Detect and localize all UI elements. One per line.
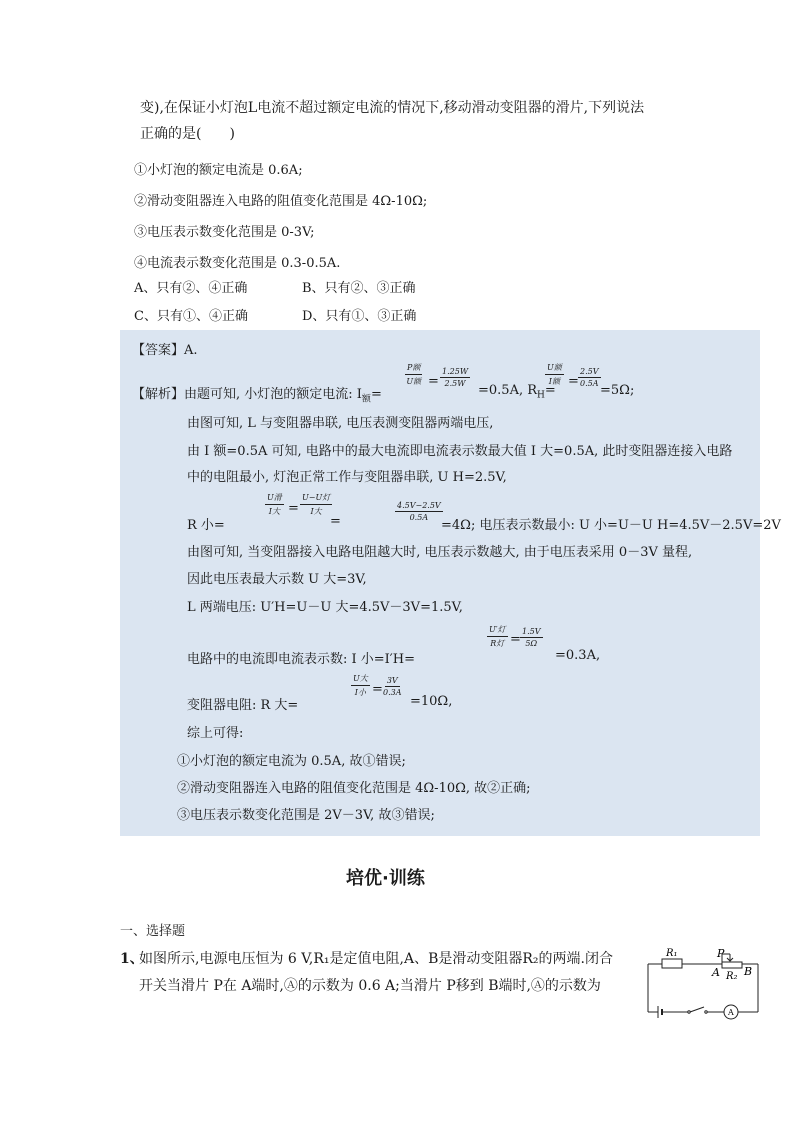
subscript-rated: 额 <box>361 394 371 405</box>
q1-line-2: 开关当滑片 P在 A端时,Ⓐ的示数为 0.6 A;当滑片 P移到 B端时,Ⓐ的示数为 <box>139 978 601 994</box>
option-d: D、只有①、③正确 <box>302 309 417 324</box>
rheostat-r2 <box>722 962 742 968</box>
summary-label: 综上可得: <box>187 726 244 741</box>
fraction-numerator: U滑 <box>265 492 284 505</box>
fraction-denominator: 0.3A <box>383 688 402 697</box>
switch-pivot <box>688 1011 690 1013</box>
fraction-resistance-values <box>578 367 601 388</box>
fraction-numerator: U大 <box>351 673 370 686</box>
switch-contact <box>705 1011 707 1013</box>
analysis-line-7: 因此电压表最大示数 U 大=3V, <box>187 572 367 587</box>
fraction-numerator: P额 <box>405 362 422 375</box>
fraction-denominator: I大 <box>268 507 280 516</box>
fraction-denominator: 5Ω <box>525 639 538 648</box>
fraction-denominator: I小 <box>354 688 366 697</box>
r-max-result: =10Ω, <box>410 694 453 709</box>
option-a: A、只有②、④正确 <box>134 281 248 296</box>
circuit-diagram <box>642 942 774 1030</box>
fraction-denominator: I额 <box>548 377 560 386</box>
fraction-numerator: U额 <box>545 362 564 375</box>
ammeter-label: A <box>728 1008 734 1017</box>
question-line-2: 正确的是( ) <box>140 126 235 142</box>
equals-sign: = <box>330 514 341 529</box>
fraction-numerator: 1.25W <box>442 367 469 376</box>
fraction-u-max-over-i <box>351 673 370 698</box>
section-title: 培优·训练 <box>346 868 425 889</box>
result-resistance: =5Ω; <box>600 383 635 398</box>
q1-line-1: 如图所示,电源电压恒为 6 V,R₁是定值电阻,A、B是滑动变阻器R₂的两端.闭合 <box>139 951 613 967</box>
equals-sign: = <box>510 632 521 647</box>
fraction-numerator: 3V <box>386 676 398 685</box>
label-b: B <box>744 965 753 978</box>
option-c: C、只有①、④正确 <box>134 309 248 324</box>
summary-3: ③电压表示数变化范围是 2V－3V, 故③错误; <box>177 808 435 823</box>
current-result: =0.3A, <box>555 648 601 663</box>
analysis-line-8: L 两端电压: U′H=U－U 大=4.5V－3V=1.5V, <box>187 600 463 615</box>
summary-2: ②滑动变阻器连入电路的阻值变化范围是 4Ω-10Ω, 故②正确; <box>177 781 531 796</box>
question-number: 1、 <box>120 951 144 967</box>
fraction-numerator: 4.5V−2.5V <box>397 501 441 510</box>
fraction-denominator: I大 <box>310 507 322 516</box>
result-text: =0.5A, R <box>478 383 538 398</box>
equals-sign: = <box>428 374 439 389</box>
fraction-u-lamp-over-r <box>487 624 508 649</box>
fraction-u-over-i <box>545 362 564 387</box>
analysis-label: 【解析】由题可知, 小灯泡的额定电流: I <box>132 387 362 402</box>
option-b: B、只有②、③正确 <box>302 281 416 296</box>
question-line-1: 变),在保证小灯泡L电流不超过额定电流的情况下,移动滑动变阻器的滑片,下列说法 <box>140 100 645 116</box>
fraction-denominator: 0.5A <box>409 513 429 522</box>
equals-sign: = <box>568 374 579 389</box>
fraction-current-values <box>520 627 543 648</box>
label-a: A <box>712 966 720 979</box>
analysis-line-6: 由图可知, 当变阻器接入电路电阻越大时, 电压表示数越大, 由于电压表采用 0－3V 量程, <box>187 545 693 560</box>
statement-1: ①小灯泡的额定电流是 0.6A; <box>134 163 303 178</box>
label-r1: R₁ <box>666 948 678 959</box>
analysis-line-2: 由图可知, L 与变阻器串联, 电压表测变阻器两端电压, <box>187 416 494 431</box>
analysis-intro: 【解析】由题可知, 小灯泡的额定电流: $I_额=$ <box>132 387 382 405</box>
analysis-line-4: 中的电阻最小, 灯泡正常工作与变阻器串联, U H=2.5V, <box>187 470 507 485</box>
statement-4: ④电流表示数变化范围是 0.3-0.5A. <box>134 256 341 271</box>
analysis-line-5: =4Ω; 电压表示数最小: U 小=U－U H=4.5V－2.5V=2V <box>441 518 781 533</box>
resistor-r1 <box>662 959 682 968</box>
equals-sign: = <box>372 682 383 697</box>
fraction-power-values <box>440 367 470 388</box>
fraction-resistance-max-values <box>383 676 402 697</box>
r-min-label: R 小= <box>187 518 225 533</box>
subscript-lamp: H <box>537 390 545 401</box>
equals-sign: = <box>288 501 299 516</box>
fraction-voltage-values <box>395 501 443 522</box>
fraction-denominator: 2.5W <box>444 379 466 388</box>
fraction-denominator: 0.5A <box>580 379 599 388</box>
fraction-numerator: 2.5V <box>580 367 599 376</box>
analysis-line-3: 由 I 额=0.5A 可知, 电路中的最大电流即电流表示数最大值 I 大=0.5A, 此时变阻器连接入电路 <box>187 444 733 459</box>
statement-3: ③电压表示数变化范围是 0-3V; <box>134 225 315 240</box>
fraction-numerator: U−U灯 <box>300 492 332 505</box>
statement-2: ②滑动变阻器连入电路的阻值变化范围是 4Ω-10Ω; <box>134 194 428 209</box>
fraction-u-diff-over-i <box>300 492 332 517</box>
result-current: =0.5A, $R_H=$ <box>478 383 556 401</box>
current-label: 电路中的电流即电流表示数: I 小=I′H= <box>187 652 415 667</box>
fraction-numerator: U′灯 <box>487 624 508 637</box>
fraction-denominator: R灯 <box>490 639 505 648</box>
fraction-denominator: U额 <box>406 377 422 386</box>
section-subtitle: 一、选择题 <box>120 924 186 939</box>
switch-blade <box>690 1007 704 1012</box>
fraction-u-slide-over-i <box>265 492 284 517</box>
summary-1: ①小灯泡的额定电流为 0.5A, 故①错误; <box>177 754 406 769</box>
r-max-label: 变阻器电阻: R 大= <box>187 698 299 713</box>
answer-line: 【答案】A. <box>132 343 198 358</box>
label-r2: R₂ <box>726 971 738 982</box>
label-p: P <box>717 947 725 960</box>
fraction-numerator: 1.5V <box>522 627 541 636</box>
fraction-p-over-u <box>405 362 422 387</box>
